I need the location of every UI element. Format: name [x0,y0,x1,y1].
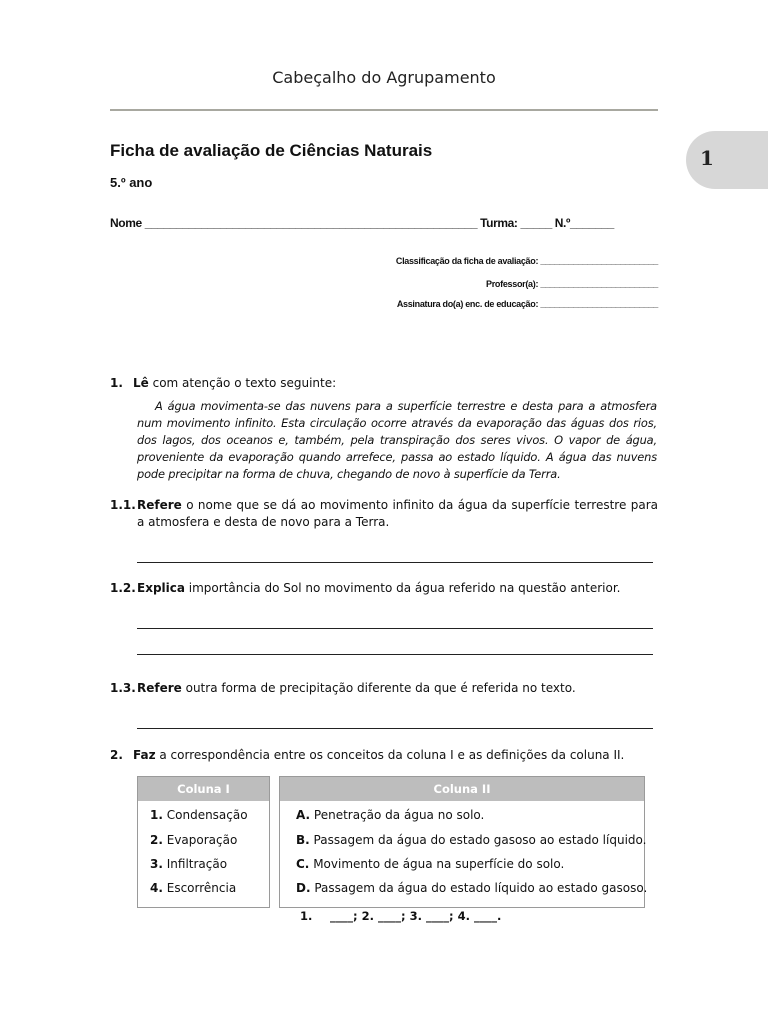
nome-label: Nome [110,216,142,230]
question-text: com atenção o texto seguinte: [148,376,337,390]
question-1-1 [110,497,658,531]
question-number: 2. [110,748,123,762]
assinatura-label: Assinatura do(a) enc. de educação: [396,299,539,309]
student-info-line [110,216,658,230]
answer-line-1-2a[interactable] [137,628,653,629]
numero-field[interactable]: _______ [569,216,614,230]
column-1-table [137,776,270,908]
header-divider [110,109,658,111]
question-verb: Refere [137,681,182,695]
question-1-3 [110,680,658,697]
worksheet-title: Ficha de avaliação de Ciências Naturais [110,141,433,160]
passage-text: A água movimenta-se das nuvens para a superfície terrestre e desta para a atmosfera num movimento infinito. Esta circulação ocorre através da evaporação das águas dos rios, dos lagos, dos oceanos e, também, pela transpiração dos seres vivos. O vapor de água, proveniente da evaporação quando arrefece, passa ao estado líquido. A água das nuvens pode precipitar na forma de chuva, chegando de novo à superfície da Terra. [137,399,657,481]
professor-field[interactable]: _________________________ [540,279,658,289]
classificacao-label: Classificação da ficha de avaliação: [395,256,539,266]
matching-answer-number: 1. [300,909,313,923]
page-number: 1 [700,146,714,170]
question-verb: Refere [137,498,182,512]
answer-line-1-3[interactable] [137,728,653,729]
question-number: 1.1. [110,498,136,512]
column-1-header: Coluna I [138,777,269,801]
question-text: importância do Sol no movimento da água referido na questão anterior. [184,581,621,595]
classificacao-line [396,256,658,266]
column-2-item: A. Penetração da água no solo. [296,808,485,822]
question-number: 1.2. [110,581,136,595]
assinatura-field[interactable]: _________________________ [540,299,658,309]
question-2 [110,747,658,764]
nome-field[interactable]: _____________________________________________________ [144,216,478,230]
column-2-item: D. Passagem da água do estado líquido ao estado gasoso. [296,881,648,895]
column-1-item: 2. Evaporação [150,833,238,847]
column-2-item: B. Passagem da água do estado gasoso ao estado líquido. [296,833,647,847]
turma-field[interactable]: _____ [520,216,552,230]
assinatura-line [397,299,658,309]
grade-label: 5.º ano [110,175,153,190]
matching-answer-line[interactable] [300,909,501,923]
column-2-header: Coluna II [280,777,644,801]
answer-line-1-1[interactable] [137,562,653,563]
question-number: 1.3. [110,681,136,695]
professor-label: Professor(a): [486,279,539,289]
matching-answer-blanks[interactable]: ____; 2. ____; 3. ____; 4. ____. [330,909,502,923]
question-verb: Faz [133,748,156,762]
question-verb: Explica [137,581,185,595]
page-number-tab [686,131,768,189]
column-2-table [279,776,648,908]
column-2-item: C. Movimento de água na superfície do solo. [296,857,565,871]
reading-passage [137,398,657,483]
numero-label: N.º [554,216,570,230]
header-title: Cabeçalho do Agrupamento [272,68,496,87]
question-text: a correspondência entre os conceitos da coluna I e as definições da coluna II. [155,748,625,762]
question-1 [110,375,658,392]
classificacao-field[interactable]: _________________________ [540,256,658,266]
column-1-item: 1. Condensação [150,808,248,822]
column-1-item: 3. Infiltração [150,857,228,871]
question-text: outra forma de precipitação diferente da que é referida no texto. [181,681,576,695]
column-1-item: 4. Escorrência [150,881,237,895]
question-number: 1. [110,376,123,390]
answer-line-1-2b[interactable] [137,654,653,655]
professor-line [486,279,658,289]
question-text: o nome que se dá ao movimento infinito da água da superfície terrestre para a atmosfera e desta de novo para a Terra. [137,498,658,529]
question-verb: Lê [133,376,149,390]
turma-label: Turma: [480,216,518,230]
question-1-2 [110,580,658,597]
